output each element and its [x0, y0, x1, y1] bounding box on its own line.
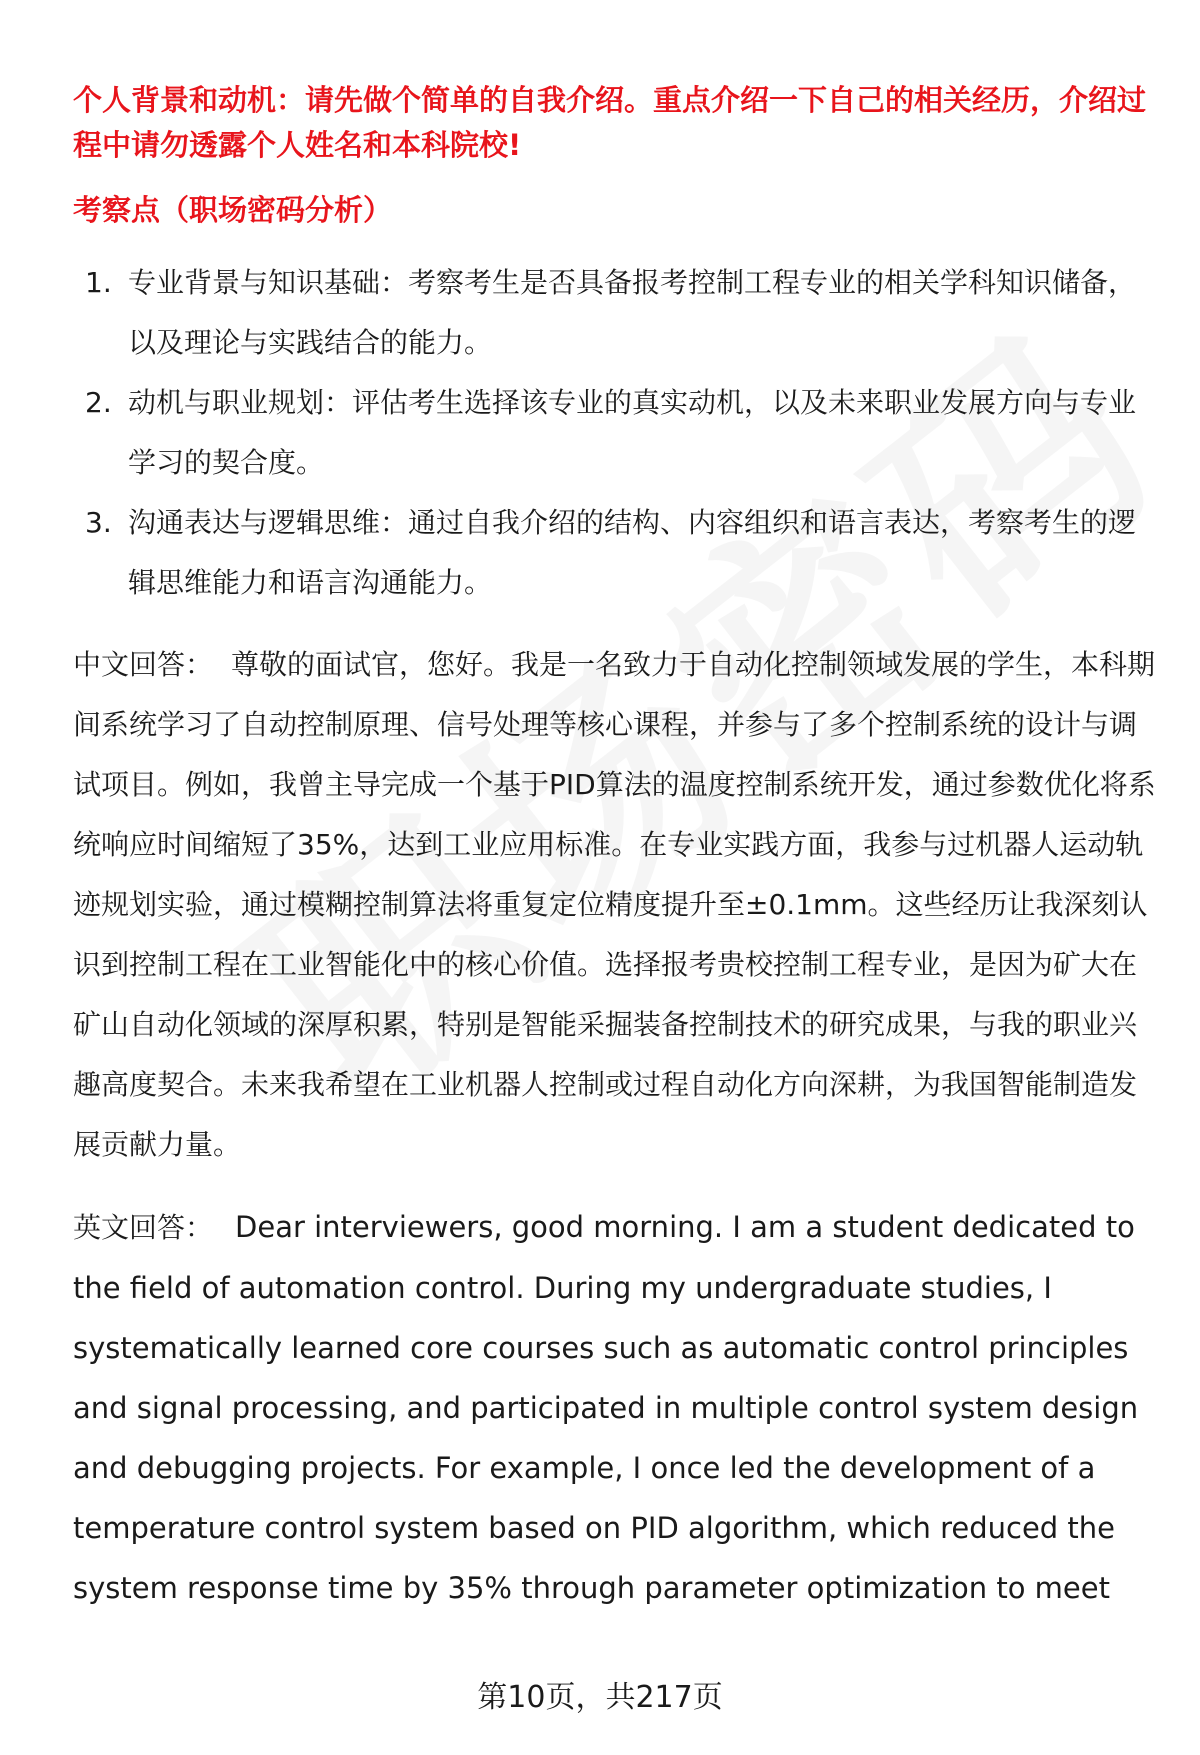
page-number: 第10页，共217页 — [477, 1680, 723, 1715]
section-heading: 考察点（职场密码分析） — [73, 193, 393, 227]
english-answer — [73, 1197, 1163, 1618]
chinese-answer-text: 尊敬的面试官，您好。我是一名致力于自动化控制领域发展的学生，本科期间系统学习了自动控制原理、信号处理等核心课程，并参与了多个控制系统的设计与调试项目。例如，我曾主导完成一个基于PID算法的温度控制系统开发，通过参数优化将系统响应时间缩短了35%，达到工业应用标准。在专业实践方面，我参与过机器人运动轨迹规划实验，通过模糊控制算法将重复定位精度提升至±0.1mm。这些经历让我深刻认识到控制工程在工业智能化中的核心价值。选择报考贵校控制工程专业，是因为矿大在矿山自动化领域的深厚积累，特别是智能采掘装备控制技术的研究成果，与我的职业兴趣高度契合。未来我希望在工业机器人控制或过程自动化方向深耕，为我国智能制造发展贡献力量。 — [73, 648, 1156, 1161]
list-number: 2. — [85, 386, 112, 419]
page-content — [73, 78, 1163, 1618]
chinese-answer-label: 中文回答： — [73, 648, 214, 681]
list-item — [73, 253, 1163, 373]
english-answer-text: Dear interviewers, good morning. I am a student dedicated to the field of automation control. During my undergraduate studies, I systematically learned core courses such as automatic control principles and signal processing, and participated in multiple control system design and debugging projects. For example, I once led the development of a temperature control system based on PID algorithm, which reduced the system response time by 35% through parameter optimization to meet — [73, 1210, 1139, 1605]
list-number: 1. — [85, 266, 112, 299]
list-text: 沟通表达与逻辑思维：通过自我介绍的结构、内容组织和语言表达，考察考生的逻辑思维能力和语言沟通能力。 — [128, 506, 1137, 599]
list-item — [73, 373, 1163, 493]
assessment-points — [73, 253, 1163, 613]
list-item — [73, 493, 1163, 613]
english-answer-label: 英文回答： — [73, 1211, 214, 1244]
question-heading: 个人背景和动机：请先做个简单的自我介绍。重点介绍一下自己的相关经历，介绍过程中请勿透露个人姓名和本科院校! — [73, 83, 1147, 162]
list-number: 3. — [85, 506, 112, 539]
list-text: 动机与职业规划：评估考生选择该专业的真实动机，以及未来职业发展方向与专业学习的契合度。 — [128, 386, 1137, 479]
chinese-answer — [73, 635, 1163, 1175]
list-text: 专业背景与知识基础：考察考生是否具备报考控制工程专业的相关学科知识储备，以及理论与实践结合的能力。 — [128, 266, 1137, 359]
